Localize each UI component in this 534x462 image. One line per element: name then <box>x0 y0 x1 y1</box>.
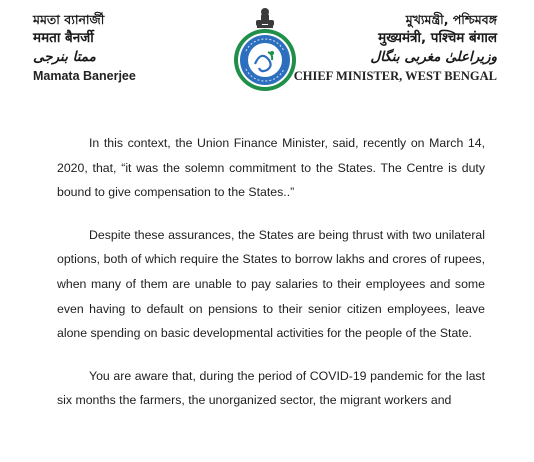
letterhead-left <box>33 11 203 83</box>
letterhead <box>0 0 534 100</box>
letter-body <box>57 131 485 431</box>
english-name: Mamata Banerjee <box>33 69 136 83</box>
bengali-title: মুখ্যমন্ত্রী, পশ্চিমবঙ্গ <box>405 12 497 27</box>
hindi-name: ममता बैनर्जी <box>33 30 94 46</box>
letterhead-right <box>257 11 497 84</box>
english-title: CHIEF MINISTER, WEST BENGAL <box>293 69 497 83</box>
paragraph-2: Despite these assurances, the States are being thrust with two unilateral options, both of which require the States to borrow lakhs and crores of rupees, when many of them are unable to pay salaries to their employees and some even having to default on pensions to their senior citizen employees, leave alone spending on basic developmental activities for the people of the State. <box>57 227 485 341</box>
bengali-name: মমতা ব্যানার্জী <box>33 12 105 27</box>
paragraph-1: In this context, the Union Finance Minister, said, recently on March 14, 2020, that, “it was the solemn commitment to the States. The Centre is duty bound to give compensation to the States..” <box>57 136 485 200</box>
urdu-name: ممتا بنرجی <box>33 49 96 65</box>
urdu-title: وزیراعلیٰ مغربی بنگال <box>370 49 497 65</box>
paragraph-3: You are aware that, during the period of COVID-19 pandemic for the last six months the farmers, the unorganized sector, the migrant workers and <box>57 368 485 408</box>
hindi-title: मुख्यमंत्री, पश्चिम बंगाल <box>378 30 497 46</box>
